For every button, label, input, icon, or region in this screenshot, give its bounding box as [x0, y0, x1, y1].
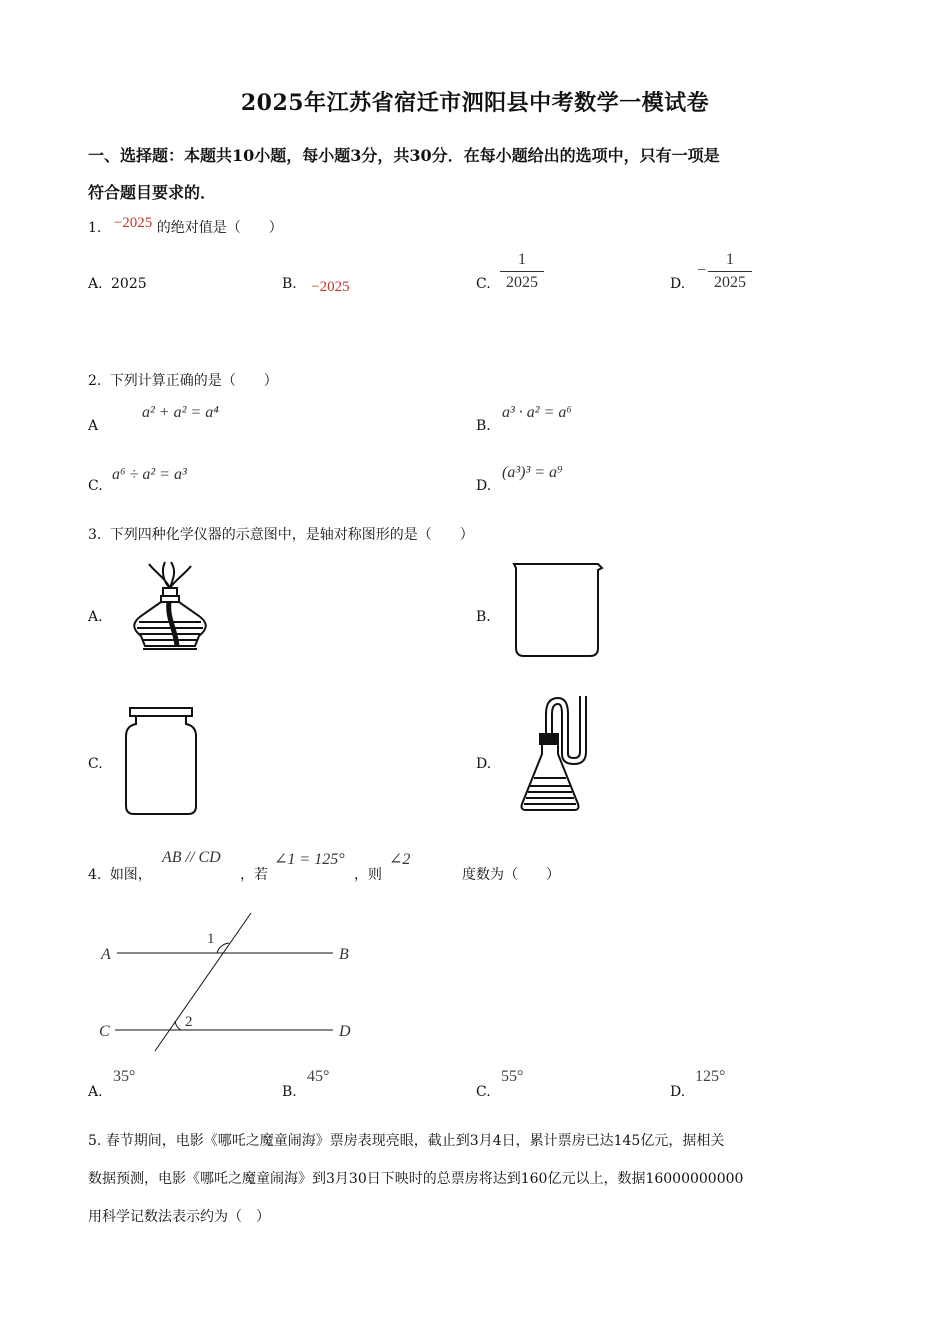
question-4-text2: ，若: [240, 867, 268, 883]
flask-with-tube-figure: [518, 692, 590, 814]
fraction-bar: [708, 271, 752, 272]
page-title: 2025年江苏省宿迁市泗阳县中考数学一模试卷: [240, 90, 710, 116]
q4-option-a-value: 35°: [113, 1068, 136, 1085]
q3-option-d-label: D.: [476, 756, 492, 772]
question-4-text1: 如图，: [109, 867, 152, 883]
point-c-label: C: [99, 1023, 110, 1040]
q2-option-a-expression: a² + a² = a⁴: [142, 404, 219, 421]
q1-option-b: [282, 276, 350, 293]
reagent-bottle-figure: [122, 706, 200, 818]
q1-option-d-denominator: 2025: [714, 274, 746, 291]
question-5-line2: 数据预测，电影《哪吒之魔童闹海》到3月30日下映时的总票房将达到160亿元以上，数据16000000000: [88, 1171, 744, 1187]
question-4-expr3: ∠2: [389, 851, 411, 868]
angle-2-label: 2: [185, 1014, 193, 1030]
point-a-label: A: [101, 946, 111, 963]
question-2-number: 2.: [88, 373, 102, 389]
question-1-text: 的绝对值是（ ）: [156, 220, 283, 236]
question-1-expression: −2025: [113, 215, 153, 231]
question-2: [88, 370, 278, 390]
q4-option-b-value: 45°: [307, 1068, 330, 1085]
beaker-figure: [512, 562, 604, 658]
q1-option-c-numerator: 1: [518, 251, 526, 268]
q4-option-d-value: 125°: [695, 1068, 726, 1085]
q1-option-a-label: A.: [88, 276, 103, 292]
question-1-number: 1.: [88, 220, 102, 236]
q2-option-d-label: D.: [476, 478, 492, 494]
q1-option-b-text: −2025: [311, 279, 350, 295]
q4-option-a-label: A.: [88, 1084, 103, 1100]
q2-option-d-expression: (a³)³ = a⁹: [502, 464, 563, 481]
point-d-label: D: [339, 1023, 351, 1040]
question-5-line3: 用科学记数法表示约为（ ）: [88, 1209, 270, 1225]
q1-option-d-numerator: 1: [726, 251, 734, 268]
q4-option-d-label: D.: [670, 1084, 686, 1100]
q1-option-d-label: D.: [670, 276, 686, 292]
q4-option-c-value: 55°: [501, 1068, 524, 1085]
question-3-text: 下列四种化学仪器的示意图中，是轴对称图形的是（ ）: [109, 527, 474, 543]
alcohol-lamp-figure: [125, 558, 215, 654]
q3-option-a-label: A.: [88, 609, 103, 625]
question-4-prefix: [88, 864, 152, 884]
question-4-text4: 度数为（ ）: [462, 867, 560, 883]
question-4-text3: ，则: [354, 867, 382, 883]
q3-option-c-label: C.: [88, 756, 103, 772]
question-1: [88, 217, 283, 237]
section-heading-line2: 符合题目要求的．: [88, 183, 217, 202]
q1-option-d-fraction: [708, 250, 752, 293]
q1-option-c-denominator: 2025: [506, 274, 538, 291]
q2-option-a-label: A: [88, 418, 99, 434]
q4-option-b-label: B.: [282, 1084, 297, 1100]
q1-option-c-fraction: [500, 250, 544, 293]
q1-option-b-label: B.: [282, 276, 297, 292]
q1-option-d-sign: −: [697, 262, 707, 279]
question-4-number: 4.: [88, 867, 102, 883]
question-5-line1: 5. 春节期间，电影《哪吒之魔童闹海》票房表现亮眼，截止到3月4日，累计票房已达145亿元，据相关: [88, 1133, 725, 1149]
parallel-lines-figure: [95, 905, 365, 1055]
section-heading-line1: 一、选择题：本题共10小题，每小题3分，共30分．在每小题给出的选项中，只有一项是: [88, 146, 720, 165]
q2-option-c-expression: a⁶ ÷ a² = a³: [112, 466, 187, 483]
question-3-number: 3.: [88, 527, 102, 543]
q1-option-c-label: C.: [476, 276, 491, 292]
q2-option-b-label: B.: [476, 418, 491, 434]
question-4-expr1: AB // CD: [162, 849, 221, 866]
point-b-label: B: [339, 946, 349, 963]
angle-1-label: 1: [207, 931, 215, 947]
q2-option-b-expression: a³ · a² = a⁶: [502, 404, 572, 421]
q2-option-c-label: C.: [88, 478, 103, 494]
q1-option-a-text: 2025: [111, 276, 147, 292]
q4-option-c-label: C.: [476, 1084, 491, 1100]
question-4-expr2: ∠1 = 125°: [274, 851, 345, 868]
fraction-bar: [500, 271, 544, 272]
angle-2-arc: [175, 1021, 181, 1030]
question-2-text: 下列计算正确的是（ ）: [109, 373, 278, 389]
q3-option-b-label: B.: [476, 609, 491, 625]
q1-option-a: [88, 276, 147, 292]
question-3: [88, 524, 474, 544]
